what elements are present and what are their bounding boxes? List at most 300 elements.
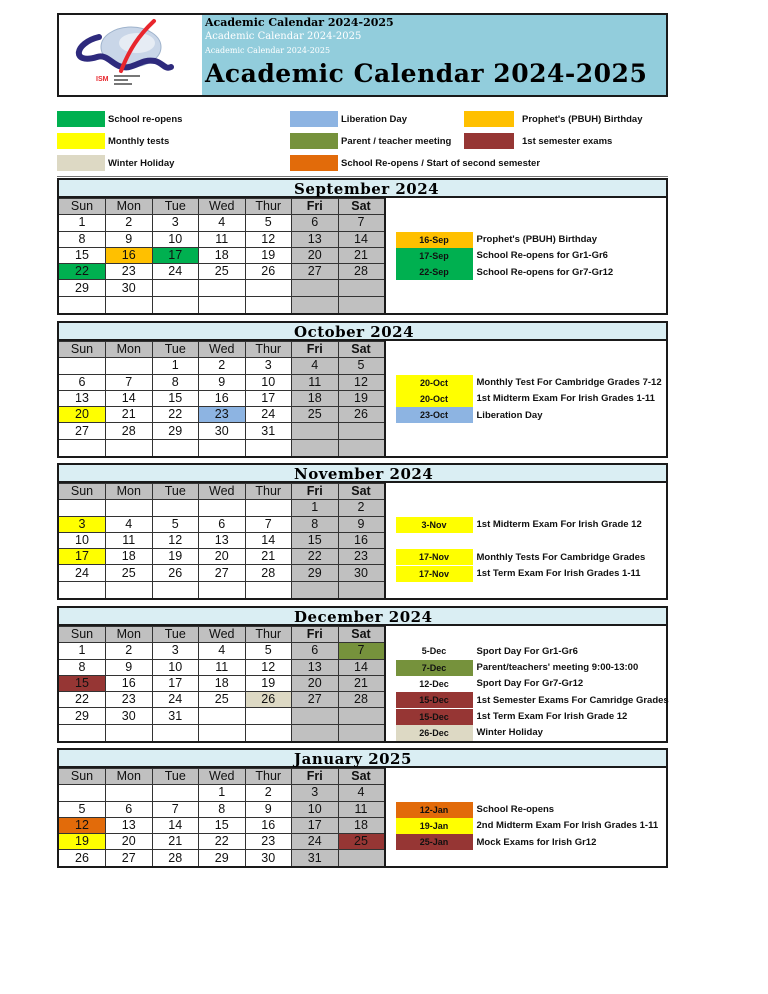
day-cell: 16 <box>338 532 385 548</box>
empty-day-cell <box>338 423 385 439</box>
day-cell: 28 <box>338 264 385 280</box>
week-row <box>59 817 385 833</box>
event-description: 2nd Midterm Exam For Irish Grades 1-11 <box>476 820 659 832</box>
day-cell: 14 <box>245 532 292 548</box>
event-description: Prophet's (PBUH) Birthday <box>476 234 597 246</box>
month-body <box>59 768 666 866</box>
day-cell: 5 <box>59 801 106 817</box>
day-cell: 12 <box>245 659 292 675</box>
weekday-label: Sat <box>338 342 385 358</box>
events-list <box>386 483 667 598</box>
day-cell: 15 <box>199 817 246 833</box>
empty-day-cell <box>338 439 385 455</box>
legend-swatch <box>464 133 514 149</box>
event-date: 12-Dec <box>419 678 449 689</box>
day-cell: 3 <box>245 358 292 374</box>
weekday-label: Mon <box>106 342 153 358</box>
legend-item-semester-exams: 1st semester exams <box>464 133 612 149</box>
week-row <box>59 850 385 866</box>
weekday-label: Wed <box>199 484 246 500</box>
weekday-label: Sat <box>338 627 385 643</box>
day-cell: 27 <box>292 692 339 708</box>
day-cell: 22 <box>59 692 106 708</box>
weekday-label: Mon <box>106 484 153 500</box>
empty-day-cell <box>245 708 292 724</box>
empty-day-cell <box>152 296 199 312</box>
day-cell: 19 <box>152 549 199 565</box>
legend-swatch <box>290 155 338 171</box>
empty-day-cell <box>338 581 385 597</box>
day-cell: 5 <box>245 215 292 231</box>
month-title: January 2025 <box>294 750 412 768</box>
day-cell: 17 <box>152 247 199 263</box>
day-cell: 4 <box>338 785 385 801</box>
empty-day-cell <box>59 581 106 597</box>
day-cell: 26 <box>152 565 199 581</box>
month-block-december-2024 <box>57 606 668 743</box>
day-cell: 14 <box>338 231 385 247</box>
weekday-label: Sun <box>59 342 106 358</box>
day-cell: 19 <box>338 390 385 406</box>
day-cell: 17 <box>292 817 339 833</box>
week-row <box>59 516 385 532</box>
day-cell: 31 <box>152 708 199 724</box>
svg-text:ISM: ISM <box>96 76 109 83</box>
day-cell: 27 <box>199 565 246 581</box>
day-cell: 23 <box>338 549 385 565</box>
day-cell: 15 <box>59 247 106 263</box>
events-list <box>386 768 667 866</box>
event-description: 1st Semester Exams For Camridge Grades <box>476 694 669 706</box>
day-cell: 23 <box>106 264 153 280</box>
event-item <box>396 725 543 741</box>
event-item <box>396 391 655 407</box>
month-title: September 2024 <box>294 180 440 198</box>
day-cell: 28 <box>338 692 385 708</box>
weekday-label: Tue <box>152 484 199 500</box>
weekday-header-row <box>59 199 385 215</box>
event-item <box>396 549 646 565</box>
empty-day-cell <box>199 581 246 597</box>
day-cell: 6 <box>106 801 153 817</box>
weekday-header-row <box>59 769 385 785</box>
day-cell: 21 <box>152 834 199 850</box>
event-description: School Re-opens <box>476 804 555 816</box>
week-row <box>59 785 385 801</box>
day-cell: 17 <box>245 390 292 406</box>
empty-day-cell <box>152 439 199 455</box>
month-body <box>59 341 666 456</box>
legend-item-liberation-day: Liberation Day <box>290 111 407 127</box>
legend-swatch <box>290 111 338 127</box>
empty-day-cell <box>338 850 385 866</box>
weekday-header-row <box>59 484 385 500</box>
day-cell: 23 <box>106 692 153 708</box>
weekday-label: Thur <box>245 342 292 358</box>
day-cell: 25 <box>106 565 153 581</box>
event-date: 5-Dec <box>421 646 447 657</box>
weekday-label: Tue <box>152 342 199 358</box>
day-cell: 25 <box>292 407 339 423</box>
empty-day-cell <box>106 358 153 374</box>
day-cell: 22 <box>292 549 339 565</box>
day-cell: 29 <box>199 850 246 866</box>
day-cell: 17 <box>152 675 199 691</box>
weekday-label: Thur <box>245 484 292 500</box>
day-cell: 11 <box>199 659 246 675</box>
event-description: Winter Holiday <box>476 727 543 739</box>
day-cell: 9 <box>106 659 153 675</box>
day-cell: 26 <box>59 850 106 866</box>
day-cell: 15 <box>59 675 106 691</box>
day-cell: 13 <box>59 390 106 406</box>
empty-day-cell <box>292 724 339 740</box>
day-cell: 15 <box>152 390 199 406</box>
legend-swatch <box>57 155 105 171</box>
day-cell: 20 <box>199 549 246 565</box>
day-cell: 13 <box>199 532 246 548</box>
empty-day-cell <box>292 423 339 439</box>
day-cell: 13 <box>292 659 339 675</box>
week-row <box>59 659 385 675</box>
day-cell: 10 <box>245 374 292 390</box>
day-cell: 7 <box>106 374 153 390</box>
day-cell: 28 <box>106 423 153 439</box>
day-cell: 13 <box>292 231 339 247</box>
event-item <box>396 802 555 818</box>
empty-day-cell <box>199 500 246 516</box>
day-cell: 20 <box>292 675 339 691</box>
day-cell: 8 <box>59 659 106 675</box>
event-date: 17-Nov <box>396 549 473 565</box>
day-cell: 3 <box>152 215 199 231</box>
event-item <box>396 643 578 659</box>
day-cell: 1 <box>199 785 246 801</box>
month-header <box>59 323 666 341</box>
day-cell: 5 <box>245 643 292 659</box>
month-body <box>59 198 666 313</box>
day-cell: 16 <box>199 390 246 406</box>
weekday-label: Wed <box>199 627 246 643</box>
week-row <box>59 692 385 708</box>
day-cell: 1 <box>59 643 106 659</box>
empty-day-cell <box>199 296 246 312</box>
events-list <box>386 626 667 741</box>
day-cell: 14 <box>338 659 385 675</box>
empty-day-cell <box>59 500 106 516</box>
empty-day-cell <box>338 296 385 312</box>
page-title: Academic Calendar 2024-2025 <box>205 59 648 88</box>
day-cell: 18 <box>338 817 385 833</box>
empty-day-cell <box>199 280 246 296</box>
month-block-october-2024 <box>57 321 668 458</box>
weekday-label: Sun <box>59 199 106 215</box>
day-cell: 5 <box>152 516 199 532</box>
day-cell: 4 <box>292 358 339 374</box>
day-cell: 17 <box>59 549 106 565</box>
day-cell: 18 <box>106 549 153 565</box>
week-row <box>59 643 385 659</box>
day-cell: 24 <box>59 565 106 581</box>
day-cell: 7 <box>152 801 199 817</box>
day-cell: 18 <box>292 390 339 406</box>
weekday-label: Sun <box>59 627 106 643</box>
day-cell: 10 <box>292 801 339 817</box>
event-item <box>396 264 614 280</box>
day-cell: 19 <box>245 247 292 263</box>
calendar-grid <box>59 198 386 313</box>
day-cell: 26 <box>245 264 292 280</box>
event-description: 1st Term Exam For Irish Grade 12 <box>476 711 628 722</box>
event-item <box>396 407 543 423</box>
week-row <box>59 296 385 312</box>
day-cell: 22 <box>59 264 106 280</box>
weekday-label: Sun <box>59 769 106 785</box>
day-cell: 1 <box>292 500 339 516</box>
day-cell: 12 <box>59 817 106 833</box>
day-cell: 11 <box>292 374 339 390</box>
weekday-label: Thur <box>245 627 292 643</box>
week-row <box>59 439 385 455</box>
day-cell: 12 <box>245 231 292 247</box>
month-block-november-2024 <box>57 463 668 600</box>
legend <box>57 111 668 175</box>
day-cell: 30 <box>245 850 292 866</box>
day-cell: 1 <box>152 358 199 374</box>
empty-day-cell <box>152 785 199 801</box>
month-title: October 2024 <box>294 323 415 341</box>
day-cell: 7 <box>338 215 385 231</box>
event-description: 1st Term Exam For Irish Grades 1-11 <box>476 568 641 579</box>
calendar-grid <box>59 768 386 866</box>
weekday-label: Thur <box>245 769 292 785</box>
empty-day-cell <box>199 724 246 740</box>
event-item <box>396 660 639 676</box>
week-row <box>59 834 385 850</box>
day-cell: 28 <box>152 850 199 866</box>
event-item <box>396 709 628 725</box>
title-small-2: Academic Calendar 2024-2025 <box>205 31 362 42</box>
day-cell: 8 <box>152 374 199 390</box>
day-cell: 31 <box>292 850 339 866</box>
week-row <box>59 675 385 691</box>
event-item <box>396 566 641 582</box>
event-date: 26-Dec <box>396 725 473 741</box>
weekday-label: Fri <box>292 484 339 500</box>
day-cell: 25 <box>338 834 385 850</box>
day-cell: 29 <box>152 423 199 439</box>
event-item <box>396 692 669 708</box>
day-cell: 4 <box>199 215 246 231</box>
month-title: December 2024 <box>294 608 433 626</box>
week-row <box>59 215 385 231</box>
empty-day-cell <box>199 439 246 455</box>
day-cell: 20 <box>292 247 339 263</box>
event-date: 20-Oct <box>396 391 473 407</box>
events-list <box>386 341 667 456</box>
week-row <box>59 374 385 390</box>
event-date: 19-Jan <box>396 818 473 834</box>
event-item <box>396 517 642 533</box>
weekday-label: Wed <box>199 342 246 358</box>
empty-day-cell <box>106 439 153 455</box>
day-cell: 30 <box>338 565 385 581</box>
day-cell: 29 <box>292 565 339 581</box>
empty-day-cell <box>106 296 153 312</box>
day-cell: 24 <box>152 692 199 708</box>
event-item <box>396 248 608 264</box>
day-cell: 27 <box>292 264 339 280</box>
event-description: 1st Midterm Exam For Irish Grades 1-11 <box>476 393 655 405</box>
event-date: 23-Oct <box>396 407 473 423</box>
event-item <box>396 232 598 248</box>
day-cell: 10 <box>59 532 106 548</box>
day-cell: 13 <box>106 817 153 833</box>
event-item <box>396 818 659 834</box>
week-row <box>59 532 385 548</box>
legend-item-monthly-tests: Monthly tests <box>57 133 169 149</box>
day-cell: 14 <box>152 817 199 833</box>
week-row <box>59 280 385 296</box>
event-description: Sport Day For Gr7-Gr12 <box>476 678 584 690</box>
day-cell: 21 <box>106 407 153 423</box>
day-cell: 6 <box>292 215 339 231</box>
legend-swatch <box>57 133 105 149</box>
empty-day-cell <box>292 296 339 312</box>
event-date: 16-Sep <box>396 232 473 248</box>
event-date: 25-Jan <box>396 834 473 850</box>
day-cell: 25 <box>199 692 246 708</box>
day-cell: 9 <box>199 374 246 390</box>
day-cell: 23 <box>199 407 246 423</box>
day-cell: 3 <box>152 643 199 659</box>
title-area <box>202 15 666 95</box>
day-cell: 20 <box>59 407 106 423</box>
event-date: 17-Nov <box>396 566 473 582</box>
empty-day-cell <box>245 724 292 740</box>
event-date: 20-Oct <box>396 375 473 391</box>
week-row <box>59 801 385 817</box>
weekday-header-row <box>59 627 385 643</box>
empty-day-cell <box>245 296 292 312</box>
empty-day-cell <box>106 581 153 597</box>
week-row <box>59 231 385 247</box>
event-item <box>396 676 584 692</box>
day-cell: 2 <box>199 358 246 374</box>
legend-swatch <box>57 111 105 127</box>
day-cell: 26 <box>338 407 385 423</box>
day-cell: 12 <box>338 374 385 390</box>
day-cell: 2 <box>338 500 385 516</box>
week-row <box>59 358 385 374</box>
empty-day-cell <box>106 785 153 801</box>
day-cell: 18 <box>199 675 246 691</box>
day-cell: 28 <box>245 565 292 581</box>
week-row <box>59 724 385 740</box>
day-cell: 25 <box>199 264 246 280</box>
event-date: 22-Sep <box>396 264 473 280</box>
weekday-label: Wed <box>199 769 246 785</box>
day-cell: 27 <box>106 850 153 866</box>
event-description: Sport Day For Gr1-Gr6 <box>476 645 578 657</box>
day-cell: 9 <box>338 516 385 532</box>
day-cell: 16 <box>245 817 292 833</box>
weekday-label: Thur <box>245 199 292 215</box>
weekday-label: Tue <box>152 769 199 785</box>
day-cell: 7 <box>338 643 385 659</box>
month-header <box>59 180 666 198</box>
week-row <box>59 565 385 581</box>
day-cell: 29 <box>59 280 106 296</box>
day-cell: 8 <box>199 801 246 817</box>
month-header <box>59 750 666 768</box>
empty-day-cell <box>292 439 339 455</box>
day-cell: 5 <box>338 358 385 374</box>
day-cell: 27 <box>59 423 106 439</box>
weekday-label: Tue <box>152 627 199 643</box>
school-logo <box>59 15 202 95</box>
empty-day-cell <box>292 581 339 597</box>
empty-day-cell <box>106 500 153 516</box>
event-item <box>396 834 597 850</box>
day-cell: 6 <box>292 643 339 659</box>
day-cell: 11 <box>199 231 246 247</box>
event-description: School Re-opens for Gr7-Gr12 <box>476 266 614 278</box>
week-row <box>59 549 385 565</box>
day-cell: 9 <box>106 231 153 247</box>
event-description: 1st Midterm Exam For Irish Grade 12 <box>476 519 642 531</box>
empty-day-cell <box>106 724 153 740</box>
empty-day-cell <box>292 280 339 296</box>
week-row <box>59 581 385 597</box>
weekday-label: Sat <box>338 769 385 785</box>
empty-day-cell <box>152 724 199 740</box>
empty-day-cell <box>245 581 292 597</box>
week-row <box>59 708 385 724</box>
logo-icon <box>59 15 202 95</box>
event-date: 15-Dec <box>396 709 473 725</box>
day-cell: 21 <box>338 675 385 691</box>
empty-day-cell <box>245 439 292 455</box>
week-row <box>59 247 385 263</box>
weekday-label: Mon <box>106 769 153 785</box>
calendar-grid <box>59 626 386 741</box>
empty-day-cell <box>245 500 292 516</box>
day-cell: 30 <box>106 280 153 296</box>
legend-item-school-reopens: School re-opens <box>57 111 182 127</box>
empty-day-cell <box>199 708 246 724</box>
empty-day-cell <box>59 439 106 455</box>
day-cell: 16 <box>106 675 153 691</box>
event-description: Liberation Day <box>476 409 543 421</box>
weekday-label: Mon <box>106 199 153 215</box>
empty-day-cell <box>152 581 199 597</box>
empty-day-cell <box>338 280 385 296</box>
day-cell: 30 <box>199 423 246 439</box>
day-cell: 29 <box>59 708 106 724</box>
weekday-label: Tue <box>152 199 199 215</box>
month-header <box>59 465 666 483</box>
week-row <box>59 390 385 406</box>
month-block-september-2024 <box>57 178 668 315</box>
weekday-label: Mon <box>106 627 153 643</box>
empty-day-cell <box>59 785 106 801</box>
week-row <box>59 264 385 280</box>
month-header <box>59 608 666 626</box>
event-date: 17-Sep <box>396 248 473 264</box>
day-cell: 22 <box>199 834 246 850</box>
event-date: 3-Nov <box>396 517 473 533</box>
